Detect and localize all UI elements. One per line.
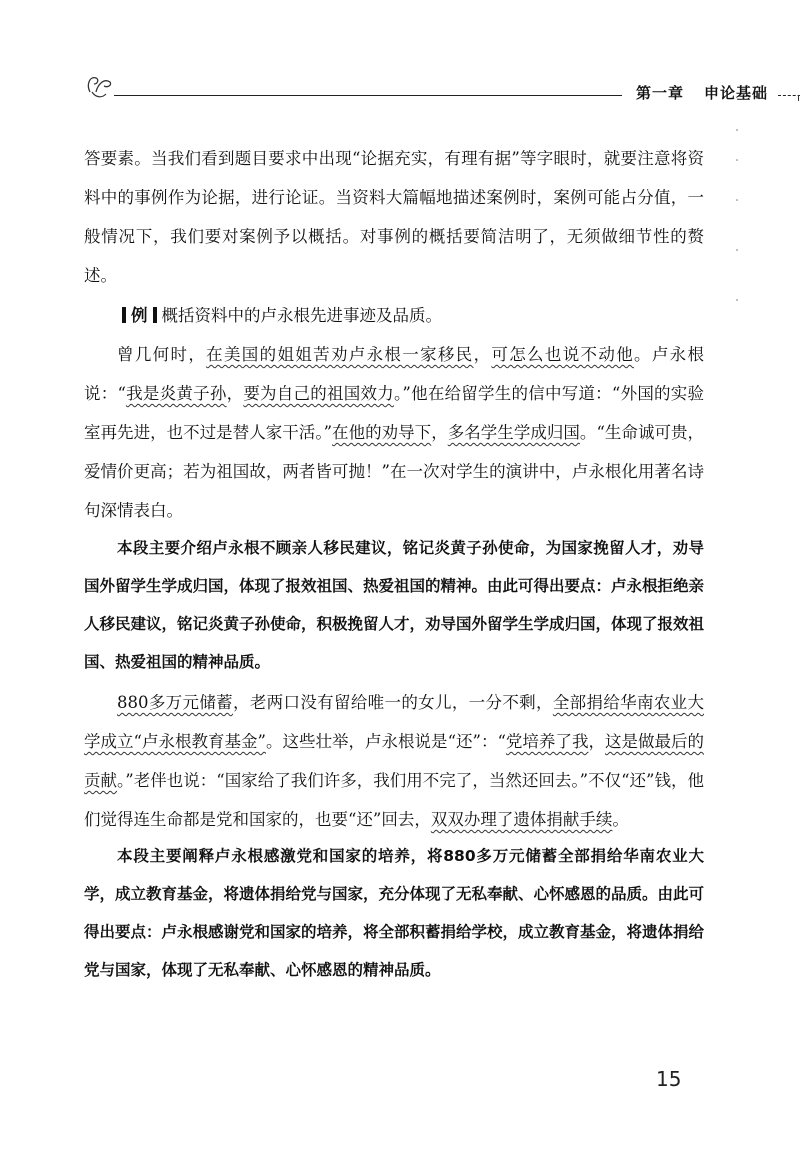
page-number: 15 [656,1067,682,1091]
chapter-number: 第一章 [636,84,685,102]
underlined-phrase: 要为自己的祖国效力 [243,384,394,403]
underlined-phrase: 这是做最后的贡献 [84,732,705,790]
underlined-phrase: 双双办理了遗体捐献手续 [430,810,613,829]
underlined-phrase: 多名学生学成归国 [447,423,580,442]
paragraph-material-2 [84,683,704,839]
text-run: ， [473,345,492,364]
header-rule-right [778,95,800,96]
underlined-phrase: 我是炎黄子孙 [125,384,227,403]
example-bar-left [122,307,126,323]
text-run: 。“生命诚可贵，爱情价更高；若为祖国故，两者皆可抛！”在一次对学生的演讲中，卢永根化用著名诗句深情表白。 [84,423,705,520]
example-label: 例 [131,306,148,325]
underlined-phrase: 880多万元储蓄 [117,693,233,712]
paragraph-material-1 [84,335,704,530]
text-run: ， [588,732,605,751]
paragraph-analysis-2: 本段主要阐释卢永根感激党和国家的培养，将880多万元储蓄全部捐给华南农业大学，成立教育基金，将遗体捐给党与国家，充分体现了无私奉献、心怀感恩的品质。由此可得出要点：卢永根感谢党和国家的培养，将全部积蓄捐给学校，成立教育基金，将遗体捐给党与国家，体现了无私奉献、心怀感恩的精神品质。 [84,847,705,979]
example-bar-right [153,307,157,323]
text-run: 曾几何时， [117,345,207,364]
paragraph-analysis-1: 本段主要介绍卢永根不顾亲人移民建议，铭记炎黄子孙使命，为国家挽留人才，劝导国外留学生学成归国，体现了报效祖国、热爱祖国的精神。由此可得出要点：卢永根拒绝亲人移民建议，铭记炎黄子孙使命，积极挽留人才，劝导国外留学生学成归国，体现了报效祖国、热爱祖国的精神品质。 [84,539,705,671]
section-title: 申论基础 [704,84,769,102]
text-run: 。”他在给留学生的信中写道：“外国的实验室再先进，也不过是替人家干活。” [84,384,705,442]
example-text: 概括资料中的卢永根先进事迹及品质。 [161,306,442,325]
text-run: 。 [612,810,629,829]
header-rule-left [114,95,622,96]
underlined-phrase: 在美国的姐姐苦劝卢永根一家移民 [206,345,474,364]
text-run: ，老两口没有留给唯一的女儿，一分不剩， [233,693,553,712]
margin-marks [732,120,742,320]
text-run: ， [431,423,448,442]
text-run: ， [226,384,244,403]
chapter-heading [636,82,768,103]
underlined-phrase: 在他的劝导下 [332,423,432,442]
underlined-phrase: 党培养了我 [505,732,589,751]
leaf-ornament-icon [84,70,114,100]
text-run: 。”老伴也说：“国家给了我们许多，我们用不完了，当然还回去。”不仅“还”钱，他们觉得连生命都是党和国家的，也要“还”回去， [84,771,704,829]
underlined-phrase: 全部捐给华南农业大学成立“卢永根教育基金” [84,693,705,751]
running-header [84,70,800,110]
text-run: 。卢永根说：“ [84,345,704,403]
example-heading [84,296,704,335]
underlined-phrase: 可怎么也说不动他 [491,345,635,364]
paragraph-intro: 答要素。当我们看到题目要求中出现“论据充实，有理有据”等字眼时，就要注意将资料中的事例作为论据，进行论证。当资料大篇幅地描述案例时，案例可能占分值，一般情况下，我们要对案例予以概括。对事例的概括要简洁明了，无须做细节性的赘述。 [84,149,704,285]
text-run: 。这些壮举，卢永根说是“还”：“ [265,732,506,751]
header-tick [798,95,799,101]
